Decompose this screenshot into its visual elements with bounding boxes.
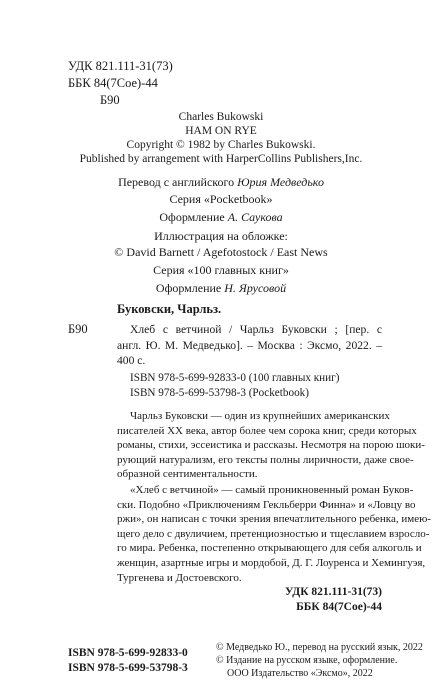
catalog-bbk: ББК 84(7Сое)-44 xyxy=(296,601,382,613)
translator-name: Юрия Медведько xyxy=(237,175,324,189)
design-label-2: Оформление xyxy=(155,281,225,295)
catalog-isbn-1: ISBN 978-5-699-92833-0 (100 главных книг) xyxy=(130,372,340,384)
annotation-line: «Хлеб с ветчиной» — самый проникновенный роман Буков- xyxy=(130,484,414,496)
catalog-entry-line: Хлеб с ветчиной / Чарльз Буковски ; [пер. с xyxy=(130,323,382,336)
design-credit xyxy=(0,209,442,226)
annotation-line: ски. Подобно «Приключениям Гекльберри Финна» и «Ловцу во xyxy=(117,498,416,511)
catalog-author-mark: Б90 xyxy=(68,322,88,336)
annotation-line: женщин, азартные игры и мордобой, Д. Г. Лоуренса и Хемингуэя, xyxy=(117,556,426,569)
catalog-entry xyxy=(117,322,382,369)
footer-copyright-edition: © Издание на русском языке, оформление. xyxy=(216,655,398,666)
annotation-line: Тургенева и Достоевского. xyxy=(117,571,242,584)
catalog-udk: УДК 821.111-31(73) xyxy=(285,586,382,598)
catalog-isbn-2: ISBN 978-5-699-53798-3 (Pocketbook) xyxy=(130,387,309,399)
annotation-line: щего дело с двуличием, претенциозностью и тщеславием взросло- xyxy=(117,527,430,540)
author-mark-top: Б90 xyxy=(100,93,120,107)
annotation-paragraph-1 xyxy=(117,409,425,482)
bbk-code-top: ББК 84(7Сое)-44 xyxy=(68,76,158,90)
annotation-line: романы, стихи, эссеистика и рассказы. Несмотря на порою шоки- xyxy=(117,439,425,452)
footer-copyright-translation: © Медведько Ю., перевод на русский язык, 2022 xyxy=(216,642,423,653)
translation-credit xyxy=(0,174,442,191)
footer-isbn-1: ISBN 978-5-699-92833-0 xyxy=(68,647,188,659)
udk-code-top: УДК 821.111-31(73) xyxy=(68,59,173,73)
cover-illustration-label: Иллюстрация на обложке: xyxy=(154,229,288,243)
catalog-author-heading: Буковски, Чарльз. xyxy=(117,302,222,316)
title-latin: HAM ON RYE xyxy=(185,125,257,137)
design-credit-2 xyxy=(0,280,442,297)
translation-label: Перевод с английского xyxy=(118,175,238,189)
footer-isbn-2: ISBN 978-5-699-53798-3 xyxy=(68,662,188,674)
annotation-line: го мира. Ребенка, постепенно открывающего для себя алкоголь и xyxy=(117,542,422,555)
catalog-entry-line: 400 с. xyxy=(117,354,146,367)
design-label: Оформление xyxy=(159,210,228,224)
annotation-line: Чарльз Буковски — один из крупнейших американских xyxy=(130,410,390,422)
designer-name: А. Саукова xyxy=(227,210,283,224)
cover-illustration-credit: © David Barnett / Agefotostock / East News xyxy=(114,245,328,259)
author-latin: Charles Bukowski xyxy=(178,111,264,123)
annotation-line: рующий натурализм, его тексты полны лиричности, даже свое- xyxy=(117,453,414,466)
annotation-line: ржи», он написан с точки зрения впечатлительного ребенка, имею- xyxy=(117,513,431,526)
footer-publisher: ООО Издательство «Эксмо», 2022 xyxy=(227,668,373,679)
annotation-paragraph-2 xyxy=(117,483,431,585)
catalog-entry-line: англ. Ю. М. Медведько]. – Москва : Эксмо, 2022. – xyxy=(117,338,382,352)
designer-name-2: Н. Ярусовой xyxy=(224,281,287,295)
copyright-line: Copyright © 1982 by Charles Bukowski. xyxy=(126,139,316,151)
annotation-line: писателей XX века, автор более чем сорока книг, среди которых xyxy=(117,424,417,437)
published-line: Published by arrangement with HarperCollins Publishers,Inc. xyxy=(79,153,363,165)
annotation-line: образной сентиментальности. xyxy=(117,468,258,481)
series-pocketbook: Серия «Pocketbook» xyxy=(169,192,273,206)
series-100-books: Серия «100 главных книг» xyxy=(153,263,289,277)
